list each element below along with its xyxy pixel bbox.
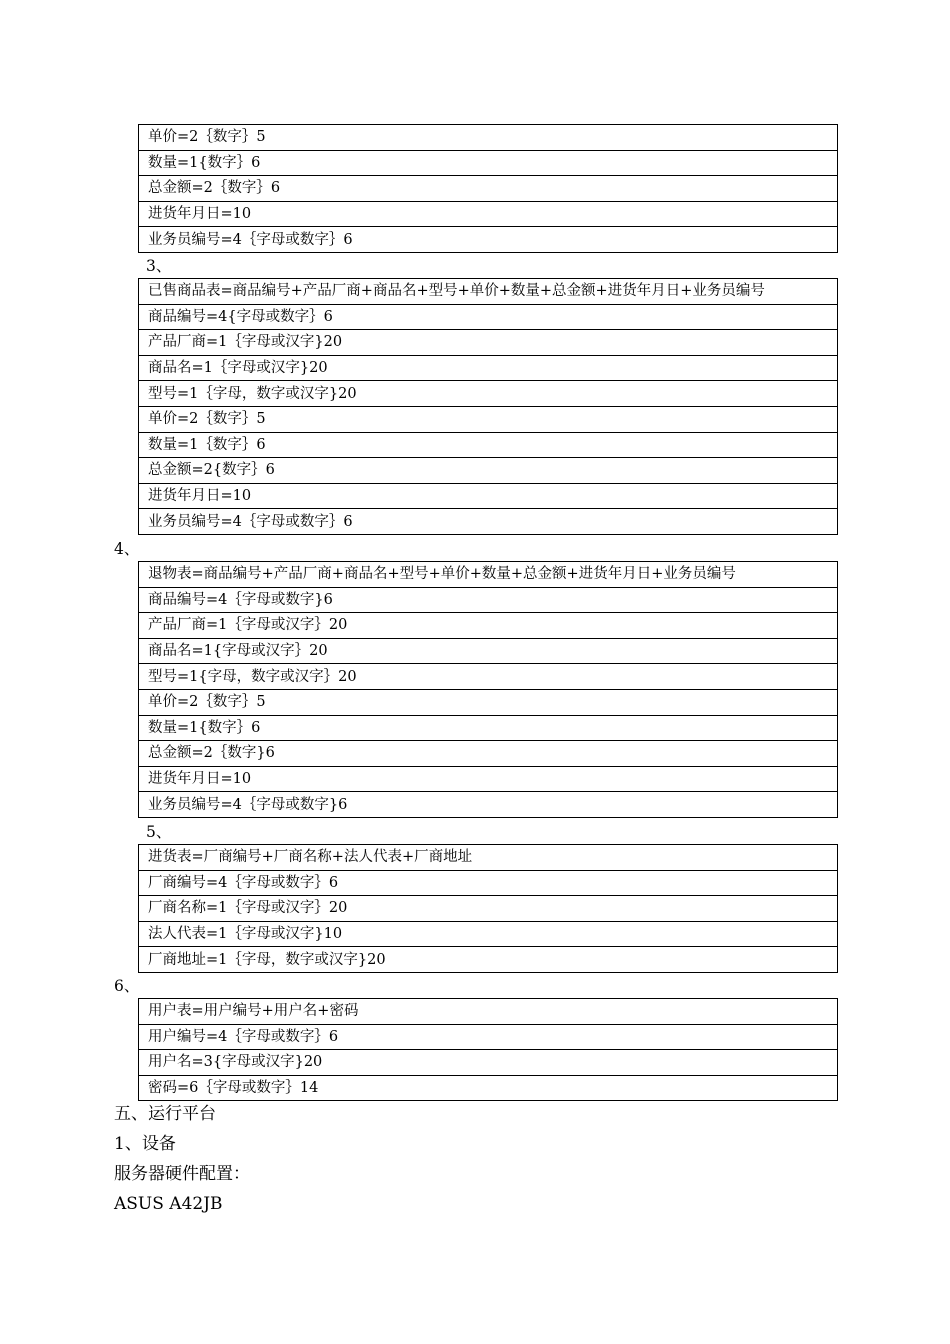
purchase-table xyxy=(138,844,838,973)
table-cell: 业务员编号=4｛字母或数字}6 xyxy=(139,792,838,818)
table-cell: 商品编号=4{字母或数字｝6 xyxy=(139,304,838,330)
table-row xyxy=(139,766,838,792)
server-config-label: 服务器硬件配置： xyxy=(114,1164,250,1184)
field-table-continued xyxy=(138,124,838,253)
table-row xyxy=(139,664,838,690)
section-6-label: 6、 xyxy=(114,977,140,995)
table-cell: 厂商名称=1｛字母或汉字｝20 xyxy=(139,896,838,922)
table-cell: 用户编号=4｛字母或数字｝6 xyxy=(139,1024,838,1050)
table-cell: 退物表=商品编号+产品厂商+商品名+型号+单价+数量+总金额+进货年月日+业务员编号 xyxy=(139,562,838,588)
table-cell: 用户名=3{字母或汉字}20 xyxy=(139,1050,838,1076)
table-cell: 总金额=2｛数字｝6 xyxy=(139,176,838,202)
table-row xyxy=(139,458,838,484)
table-row xyxy=(139,509,838,535)
table-row xyxy=(139,870,838,896)
table-cell: 进货年月日=10 xyxy=(139,201,838,227)
table-cell: 用户表=用户编号+用户名+密码 xyxy=(139,999,838,1025)
server-model: ASUS A42JB xyxy=(114,1194,223,1214)
subheading-equipment: 1、设备 xyxy=(114,1134,176,1154)
returns-table xyxy=(138,561,838,818)
table-row xyxy=(139,1024,838,1050)
table-cell: 进货年月日=10 xyxy=(139,483,838,509)
table-row xyxy=(139,741,838,767)
table-cell: 数量=1{数字｝6 xyxy=(139,715,838,741)
table-cell: 单价=2｛数字｝5 xyxy=(139,406,838,432)
table-row xyxy=(139,304,838,330)
table-row xyxy=(139,125,838,151)
table-row xyxy=(139,613,838,639)
sold-goods-table xyxy=(138,278,838,535)
table-cell: 单价=2｛数字｝5 xyxy=(139,125,838,151)
table-row xyxy=(139,1075,838,1101)
table-cell: 总金额=2{数字｝6 xyxy=(139,458,838,484)
table-cell: 进货年月日=10 xyxy=(139,766,838,792)
table-row xyxy=(139,792,838,818)
section-3-label: 3、 xyxy=(146,257,172,275)
table-row xyxy=(139,845,838,871)
table-cell: 型号=1｛字母，数字或汉字}20 xyxy=(139,381,838,407)
table-row xyxy=(139,689,838,715)
table-cell: 数量=1｛数字｝6 xyxy=(139,432,838,458)
table-cell: 单价=2｛数字｝5 xyxy=(139,689,838,715)
table-row xyxy=(139,999,838,1025)
table-cell: 法人代表=1｛字母或汉字}10 xyxy=(139,921,838,947)
table-row xyxy=(139,896,838,922)
user-table xyxy=(138,998,838,1101)
section-heading-runtime-platform: 五、运行平台 xyxy=(114,1104,216,1124)
table-row xyxy=(139,406,838,432)
table-row xyxy=(139,381,838,407)
table-row xyxy=(139,715,838,741)
table-row xyxy=(139,587,838,613)
table-row xyxy=(139,355,838,381)
table-cell: 数量=1{数字｝6 xyxy=(139,150,838,176)
table-row xyxy=(139,1050,838,1076)
table-cell: 产品厂商=1｛字母或汉字｝20 xyxy=(139,613,838,639)
table-row xyxy=(139,432,838,458)
table-row xyxy=(139,562,838,588)
table-cell: 商品名=1{字母或汉字｝20 xyxy=(139,638,838,664)
table-cell: 总金额=2｛数字}6 xyxy=(139,741,838,767)
table-cell: 厂商编号=4｛字母或数字｝6 xyxy=(139,870,838,896)
table-cell: 产品厂商=1｛字母或汉字}20 xyxy=(139,330,838,356)
table-cell: 厂商地址=1｛字母，数字或汉字}20 xyxy=(139,947,838,973)
section-4-label: 4、 xyxy=(114,540,140,558)
table-cell: 业务员编号=4｛字母或数字｝6 xyxy=(139,509,838,535)
table-row xyxy=(139,150,838,176)
table-row xyxy=(139,638,838,664)
table-cell: 密码=6｛字母或数字｝14 xyxy=(139,1075,838,1101)
table-row xyxy=(139,921,838,947)
table-row xyxy=(139,947,838,973)
table-cell: 商品编号=4｛字母或数字}6 xyxy=(139,587,838,613)
table-row xyxy=(139,227,838,253)
table-row xyxy=(139,176,838,202)
section-5-label: 5、 xyxy=(146,823,172,841)
table-row xyxy=(139,483,838,509)
table-cell: 已售商品表=商品编号+产品厂商+商品名+型号+单价+数量+总金额+进货年月日+业务员编号 xyxy=(139,279,838,305)
table-cell: 型号=1{字母，数字或汉字｝20 xyxy=(139,664,838,690)
table-cell: 业务员编号=4｛字母或数字｝6 xyxy=(139,227,838,253)
table-row xyxy=(139,330,838,356)
table-cell: 进货表=厂商编号+厂商名称+法人代表+厂商地址 xyxy=(139,845,838,871)
table-row xyxy=(139,279,838,305)
table-cell: 商品名=1｛字母或汉字}20 xyxy=(139,355,838,381)
table-row xyxy=(139,201,838,227)
